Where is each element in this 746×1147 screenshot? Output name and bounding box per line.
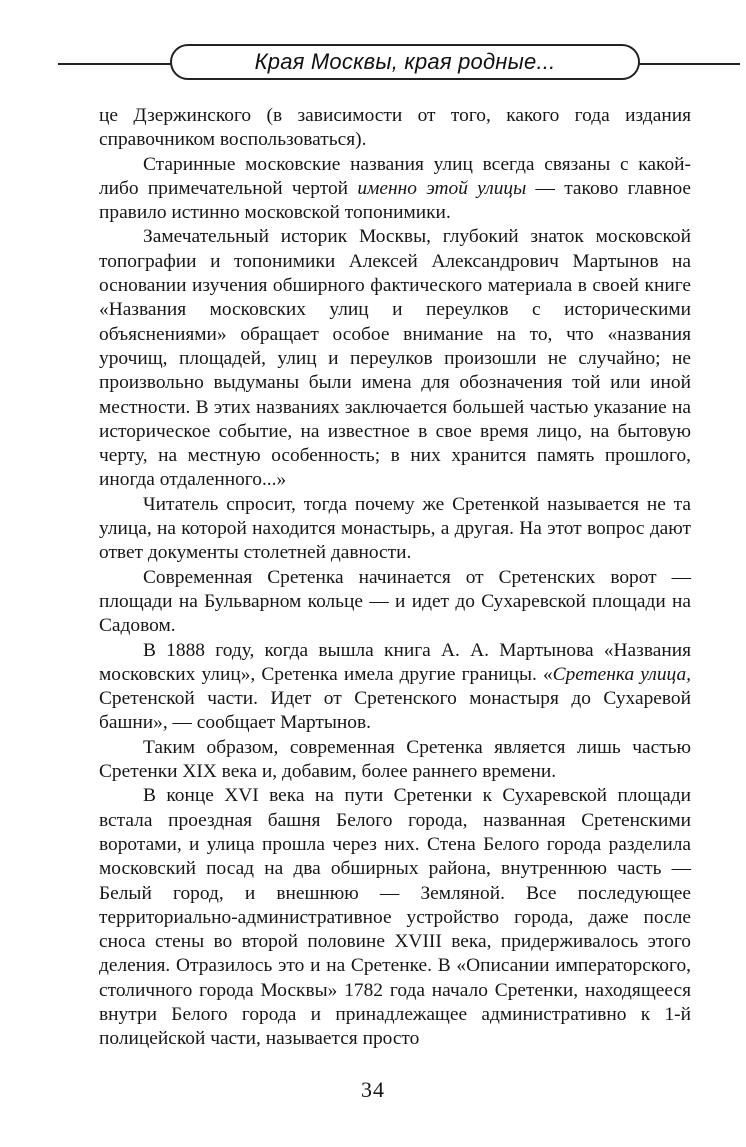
paragraph <box>99 736 691 785</box>
paragraph <box>99 784 691 1051</box>
text-run: Современная Сретенка начинается от Сретенских ворот — площади на Бульварном кольце — и идет до Сухаревской площади на Садовом. <box>99 566 691 637</box>
text-run: Замечательный историк Москвы, глубокий знаток московской топографии и топонимики Алексей Александрович Мартынов на основании изучения обширного фактического материала в своей книге «Названия московских улиц и переулков с историческими объяснениями» обращает особое внимание на то, что «названия урочищ, площадей, улиц и переулков произошли не случайно; не произвольно выдуманы были имена для обозначения той или иной местности. В этих названиях заключается большей частью указание на историческое событие, на известное в свое время лицо, на бытовую черту, на местную особенность; в них хранится память прошлого, иногда отдаленного...» <box>99 226 691 491</box>
paragraph <box>99 225 691 492</box>
text-run: це Дзержинского (в зависимости от того, какого года издания справочником воспользоваться). <box>99 105 691 151</box>
paragraph <box>99 566 691 639</box>
page-number: 34 <box>361 1077 385 1102</box>
paragraph <box>99 639 691 736</box>
text-run: — таково главное правило истинно московской топонимики. <box>99 177 691 224</box>
text-run: В конце XVI века на пути Сретенки к Сухаревской площади встала проездная башня Белого города, названная Сретенскими воротами, и улица прошла через них. Стена Белого города разделила московский посад на два обширных района, внутреннюю часть — Белый город, и внешнюю — Земляной. Все последующее территориально-административное устройство города, даже после сноса стены во второй половине XVIII века, придерживалось этого деления. Отразилось это и на Сретенке. В «Описании императорского, столичного города Москвы» 1782 года начало Сретенки, находящееся внутри Белого города и принадлежащее административно к 1-й полицейской части, называется просто <box>99 785 691 1050</box>
text-run: В 1888 году, когда вышла книга А. А. Мартынова «Названия московских улиц», Сретенка имела другие границы. « <box>99 639 691 685</box>
body-text <box>99 104 691 1052</box>
text-run: Сретенской части. Идет от Сретенского монастыря до Сухаревой башни», — сообщает Мартынов. <box>99 688 691 734</box>
running-header <box>58 44 740 84</box>
text-run: Старинные московские названия улиц всегда связаны с какой-либо примечательной чертой <box>99 153 691 199</box>
italic-phrase: именно этой улицы <box>357 177 527 199</box>
italic-phrase: Сретенка улица, <box>552 663 691 685</box>
header-frame <box>170 44 640 80</box>
running-title: Края Москвы, края родные... <box>254 49 556 74</box>
paragraph <box>99 104 691 153</box>
text-run: Таким образом, современная Сретенка является лишь частью Сретенки XIX века и, добавим, более раннего времени. <box>99 736 691 783</box>
paragraph <box>99 493 691 566</box>
header-rule-left <box>58 63 178 65</box>
paragraph <box>99 153 691 226</box>
header-rule-right <box>634 63 740 65</box>
text-run: Читатель спросит, тогда почему же Сретенкой называется не та улица, на которой находится монастырь, а другая. На этот вопрос дают ответ документы столетней давности. <box>99 493 691 564</box>
